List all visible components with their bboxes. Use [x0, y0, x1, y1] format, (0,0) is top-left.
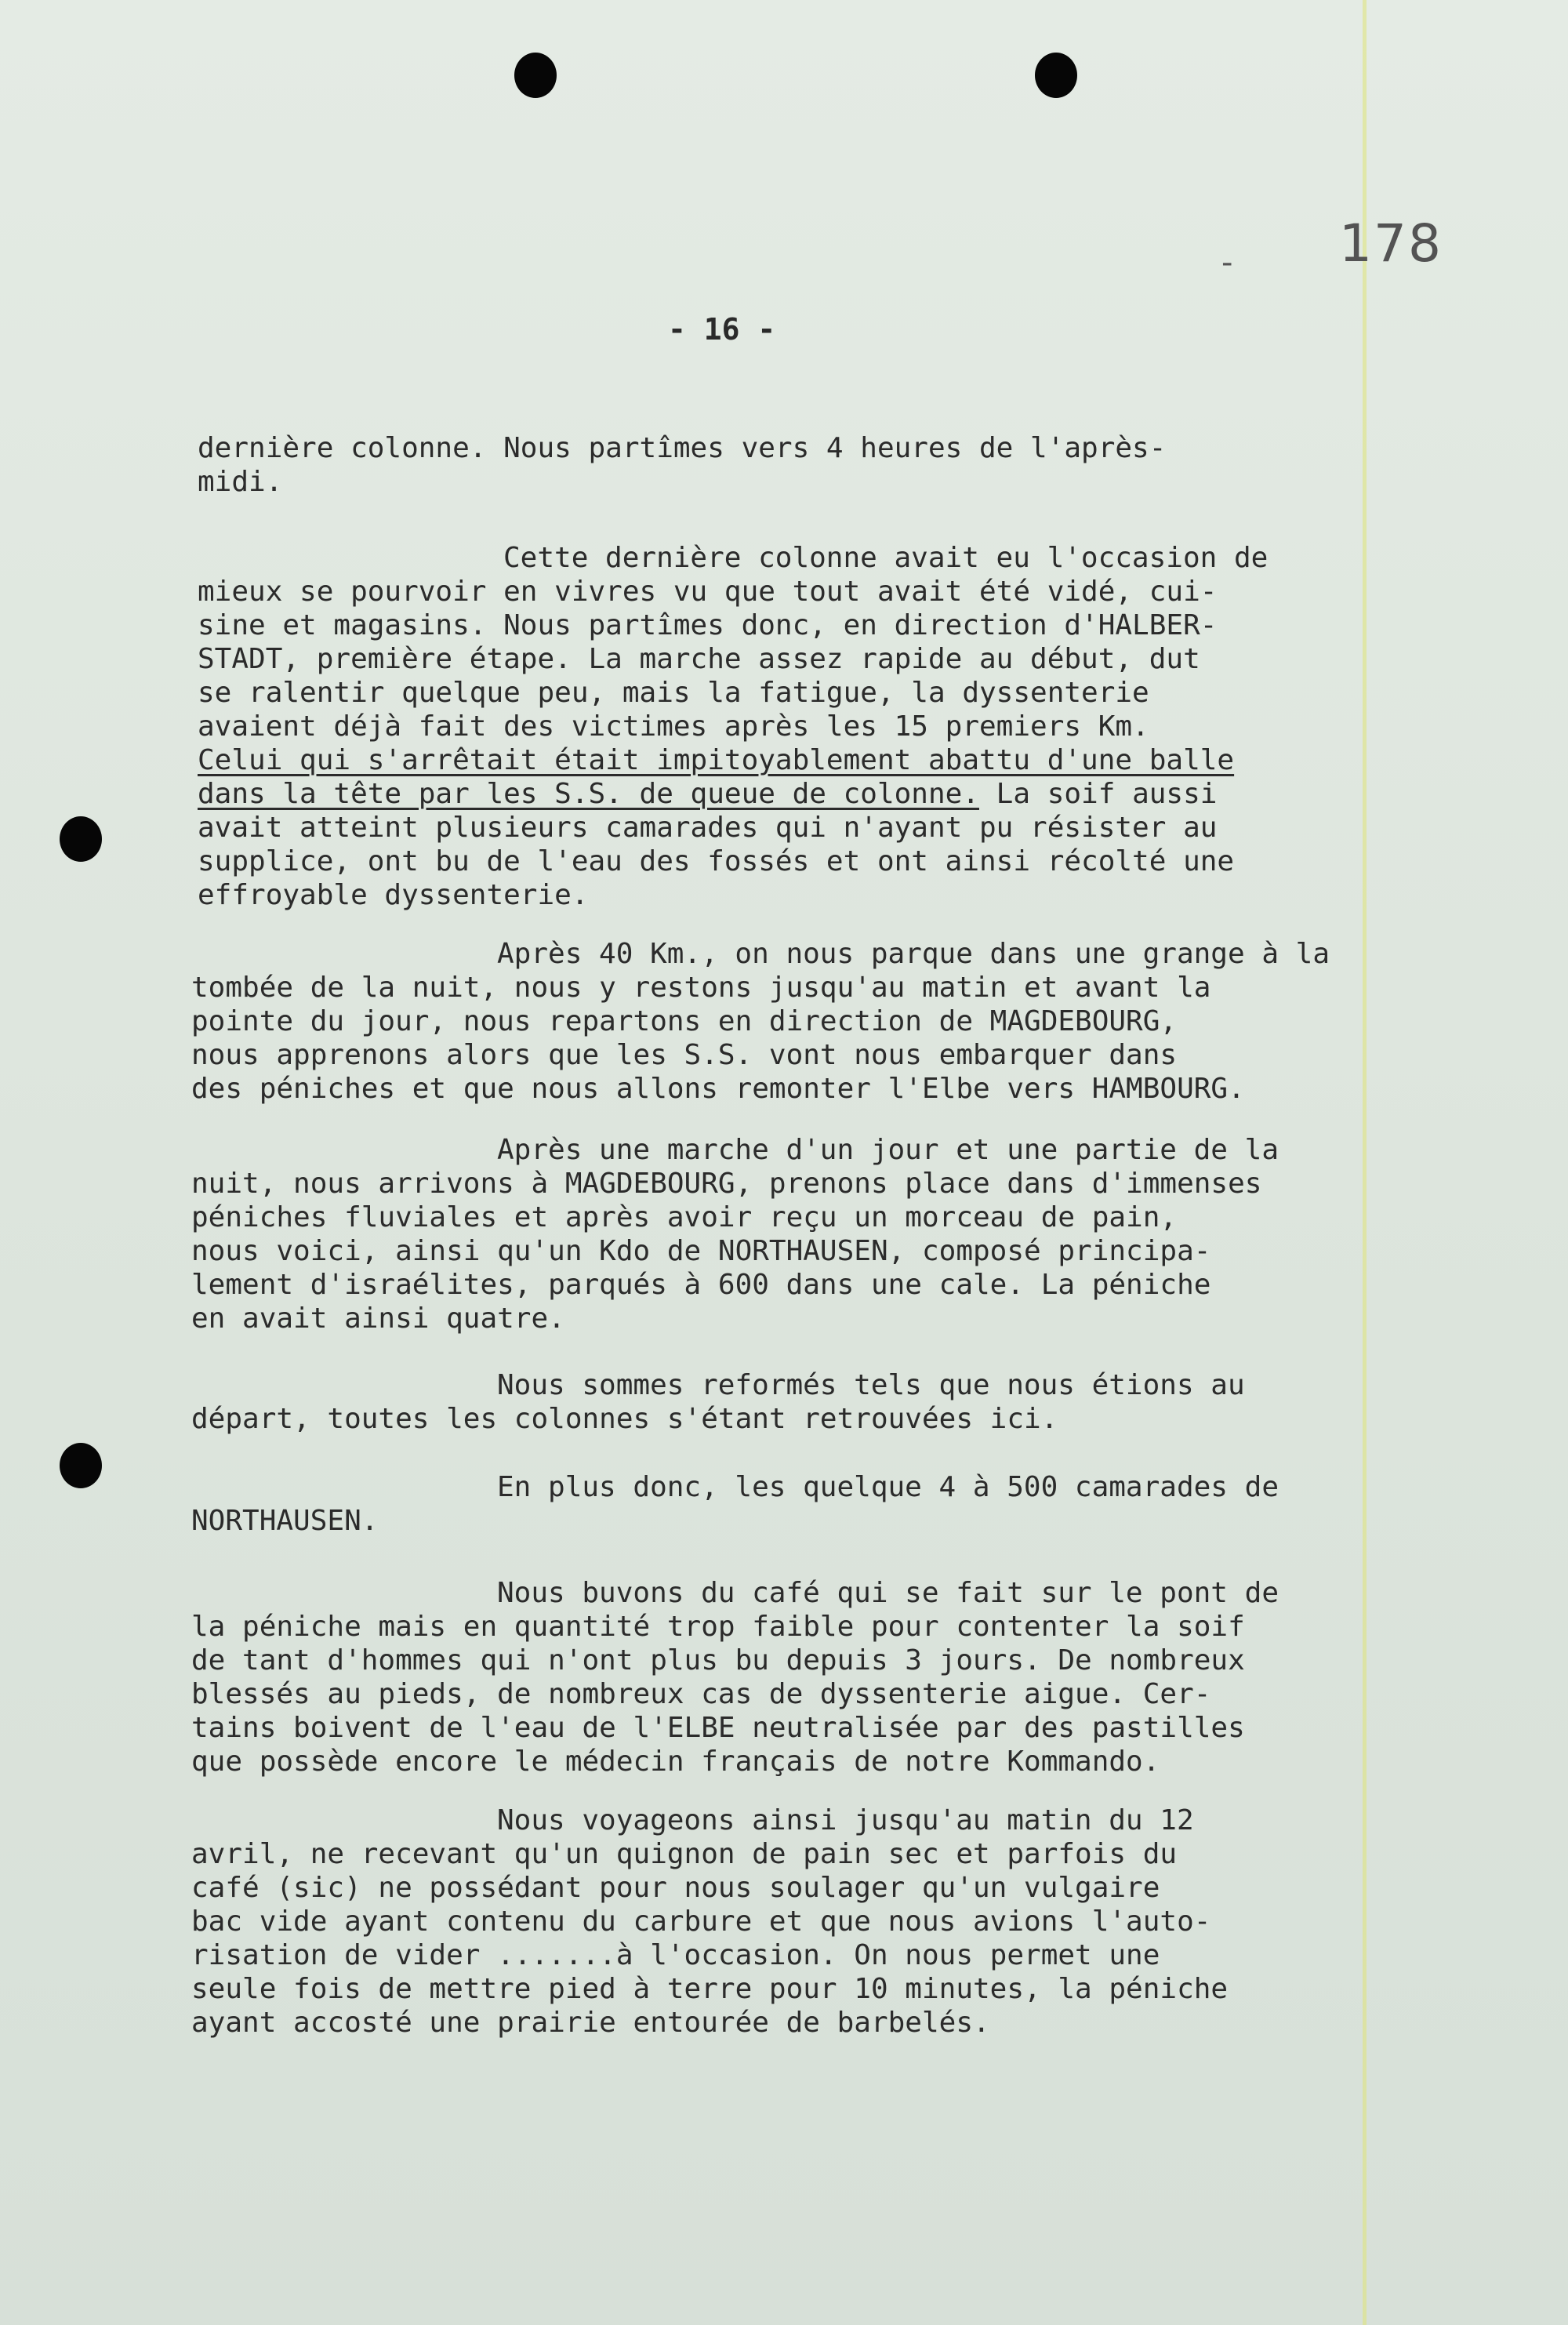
- text-line: La soif aussi: [979, 778, 1218, 810]
- text-line: dernière colonne. Nous partîmes vers 4 heures de l'après-: [198, 432, 1167, 464]
- paragraph-6: [191, 1470, 1414, 1538]
- archive-folio-number: 178: [1339, 213, 1443, 274]
- text-line: se ralentir quelque peu, mais la fatigue, la dyssenterie: [198, 677, 1149, 709]
- punch-hole-top-right: [1035, 53, 1077, 98]
- text-line: que possède encore le médecin français de notre Kommando.: [191, 1746, 1160, 1778]
- text-line: Nous sommes reformés tels que nous étions au: [497, 1369, 1245, 1401]
- text-line: Après une marche d'un jour et une partie de la: [497, 1134, 1279, 1166]
- text-line: blessés au pieds, de nombreux cas de dyssenterie aigue. Cer-: [191, 1678, 1211, 1710]
- paragraph-8: [191, 1804, 1414, 2040]
- punch-hole-left-upper: [60, 816, 102, 862]
- text-line: Nous voyageons ainsi jusqu'au matin du 12: [497, 1804, 1194, 1836]
- text-line: seule fois de mettre pied à terre pour 10 minutes, la péniche: [191, 1973, 1229, 2005]
- text-line: pointe du jour, nous repartons en direction de MAGDEBOURG,: [191, 1005, 1178, 1037]
- text-line: lement d'israélites, parqués à 600 dans une cale. La péniche: [191, 1269, 1211, 1301]
- text-line: bac vide ayant contenu du carbure et que nous avions l'auto-: [191, 1905, 1211, 1938]
- text-line: sine et magasins. Nous partîmes donc, en direction d'HALBER-: [198, 609, 1218, 641]
- text-line: avril, ne recevant qu'un quignon de pain sec et parfois du: [191, 1838, 1178, 1870]
- text-line: Nous buvons du café qui se fait sur le pont de: [497, 1577, 1279, 1609]
- text-line: la péniche mais en quantité trop faible pour contenter la soif: [191, 1611, 1245, 1643]
- text-line: mieux se pourvoir en vivres vu que tout avait été vidé, cui-: [198, 576, 1218, 608]
- text-line: Cette dernière colonne avait eu l'occasion de: [503, 542, 1269, 574]
- paragraph-7: [191, 1576, 1414, 1778]
- text-line: café (sic) ne possédant pour nous soulager qu'un vulgaire: [191, 1872, 1160, 1904]
- text-line: en avait ainsi quatre.: [191, 1302, 565, 1335]
- text-line: nous apprenons alors que les S.S. vont nous embarquer dans: [191, 1039, 1178, 1071]
- text-line: départ, toutes les colonnes s'étant retrouvées ici.: [191, 1403, 1058, 1435]
- text-line: NORTHAUSEN.: [191, 1505, 379, 1537]
- text-line: Après 40 Km., on nous parque dans une grange à la: [497, 938, 1330, 970]
- paragraph-5: [191, 1368, 1414, 1436]
- text-line: ayant accosté une prairie entourée de barbelés.: [191, 2007, 990, 2039]
- text-line: nuit, nous arrivons à MAGDEBOURG, prenons place dans d'immenses: [191, 1168, 1262, 1200]
- punch-hole-left-lower: [60, 1443, 102, 1488]
- text-line: avait atteint plusieurs camarades qui n'ayant pu résister au: [198, 812, 1218, 844]
- paragraph-3: [191, 937, 1414, 1106]
- text-line: péniches fluviales et après avoir reçu un morceau de pain,: [191, 1201, 1178, 1233]
- page-number: - 16 -: [668, 312, 776, 347]
- text-line: En plus donc, les quelque 4 à 500 camarades de: [497, 1471, 1279, 1503]
- archive-stamp-dash: -: [1221, 245, 1233, 281]
- text-line: nous voici, ainsi qu'un Kdo de NORTHAUSEN, composé principa-: [191, 1235, 1211, 1267]
- text-line: midi.: [198, 466, 283, 498]
- paragraph-2: [198, 541, 1421, 912]
- text-line: supplice, ont bu de l'eau des fossés et ont ainsi récolté une: [198, 845, 1235, 877]
- text-line: tains boivent de l'eau de l'ELBE neutralisée par des pastilles: [191, 1712, 1245, 1744]
- text-line: risation de vider .......à l'occasion. On nous permet une: [191, 1939, 1160, 1971]
- text-line: tombée de la nuit, nous y restons jusqu'au matin et avant la: [191, 972, 1211, 1004]
- text-line: de tant d'hommes qui n'ont plus bu depuis 3 jours. De nombreux: [191, 1644, 1245, 1677]
- text-line: STADT, première étape. La marche assez rapide au début, dut: [198, 643, 1200, 675]
- underlined-text-line: dans la tête par les S.S. de queue de colonne.: [198, 778, 979, 810]
- paragraph-1: [198, 431, 1421, 499]
- text-line: avaient déjà fait des victimes après les 15 premiers Km.: [198, 710, 1149, 743]
- underlined-text-line: Celui qui s'arrêtait était impitoyablement abattu d'une balle: [198, 744, 1235, 776]
- punch-hole-top-left: [514, 53, 557, 98]
- text-line: effroyable dyssenterie.: [198, 879, 589, 911]
- paragraph-4: [191, 1133, 1414, 1335]
- text-line: des péniches et que nous allons remonter l'Elbe vers HAMBOURG.: [191, 1073, 1245, 1105]
